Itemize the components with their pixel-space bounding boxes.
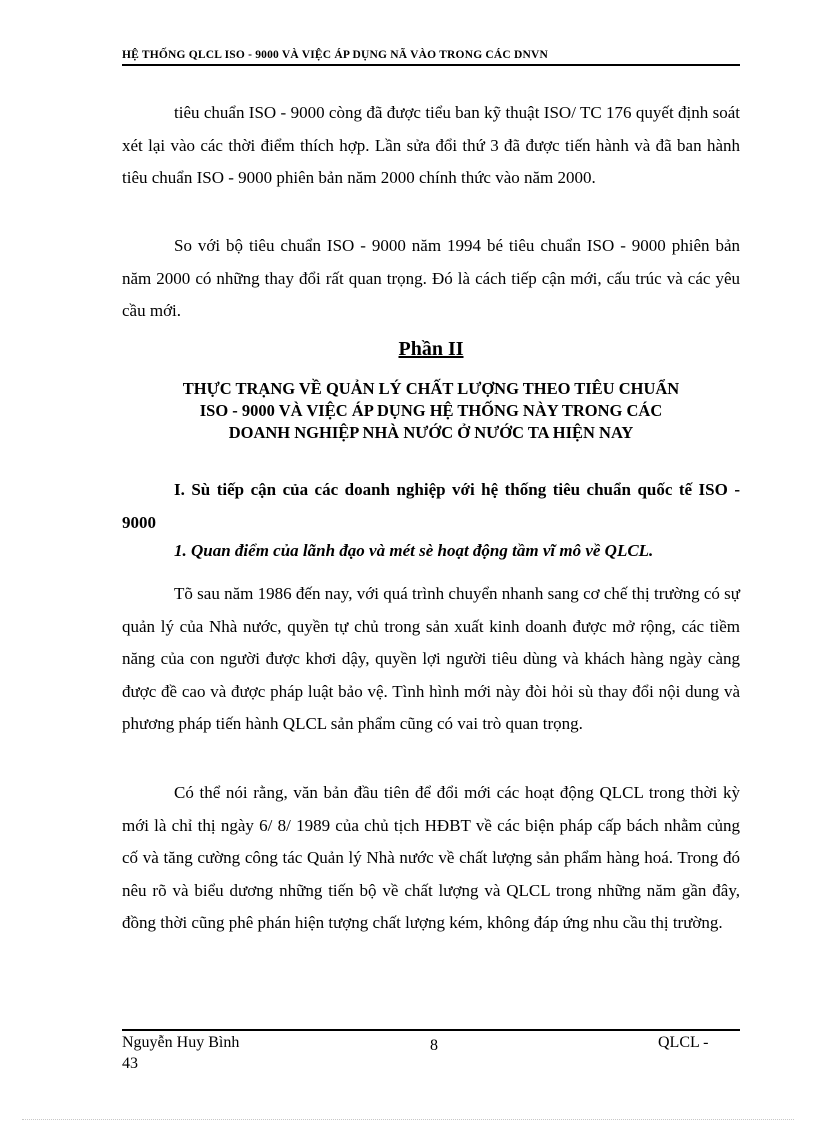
footer-divider [122, 1029, 740, 1031]
running-header: HỆ THỐNG QLCL ISO - 9000 VÀ VIỆC ÁP DỤNG NÃ VÀO TRONG CÁC DNVN [122, 49, 549, 61]
header-divider [122, 64, 740, 66]
paragraph-directive: Có thể nói rằng, văn bản đầu tiên để đổi mới các hoạt động QLCL trong thời kỳ mới là chỉ thị ngày 6/ 8/ 1989 của chủ tịch HĐBT về các biện pháp cấp bách nhằm củng cố và tăng cường công tác Quản lý Nhà nước về chất lượng sản phẩm hàng hoá. Trong đó nêu rõ và biểu dương những tiến bộ về chất lượng và QLCL trong những năm gần đây, đồng thời cũng phê phán hiện tượng chất lượng kém, không đáp ứng nhu cầu thị trường. [122, 783, 740, 932]
part-heading-line-2: ISO - 9000 VÀ VIỆC ÁP DỤNG HỆ THỐNG NÀY TRONG CÁC [199, 401, 663, 420]
part-heading-line-1: THỰC TRẠNG VỀ QUẢN LÝ CHẤT LƯỢNG THEO TIÊU CHUẨN [182, 379, 680, 398]
page-number: 8 [430, 1037, 438, 1054]
paragraph-iso-revision: tiêu chuẩn ISO - 9000 còng đã được tiểu ban kỹ thuật ISO/ TC 176 quyết định soát xét lại vào các thời điểm thích hợp. Lần sửa đổi thứ 3 đã được tiến hành và đã ban hành tiêu chuẩn ISO - 9000 phiên bản năm 2000 chính thức vào năm 2000. [122, 103, 740, 187]
part-title: Phần II [398, 338, 464, 360]
part-heading-line-3: DOANH NGHIỆP NHÀ NƯỚC Ở NƯỚC TA HIỆN NAY [228, 423, 634, 442]
paragraph-market-context: Tõ sau năm 1986 đến nay, với quá trình chuyển nhanh sang cơ chế thị trường có sự quản lý của Nhà nước, quyền tự chủ trong sản xuất kinh doanh được mở rộng, các tiềm năng của con người được khơi dậy, quyền lợi người tiêu dùng và khách hàng ngày càng được đề cao và được pháp luật bảo vệ. Tình hình mới này đòi hỏi sù thay đổi nội dung và phương pháp tiến hành QLCL sản phẩm cũng có vai trò quan trọng. [122, 584, 740, 733]
footer-course: QLCL - [658, 1034, 709, 1051]
subsection-heading: 1. Quan điểm của lãnh đạo và mét sè hoạt động tầm vĩ mô về QLCL. [174, 541, 654, 560]
footer-author: Nguyễn Huy Bình [122, 1034, 240, 1051]
section-heading: I. Sù tiếp cận của các doanh nghiệp với hệ thống tiêu chuẩn quốc tế ISO - 9000 [122, 480, 740, 532]
footer-course-number: 43 [122, 1055, 138, 1072]
part-heading [122, 378, 740, 444]
paragraph-version-comparison: So với bộ tiêu chuẩn ISO - 9000 năm 1994 bé tiêu chuẩn ISO - 9000 phiên bản năm 2000 có những thay đổi rất quan trọng. Đó là cách tiếp cận mới, cấu trúc và các yêu cầu mới. [122, 236, 740, 320]
page-bottom-border [22, 1119, 794, 1120]
